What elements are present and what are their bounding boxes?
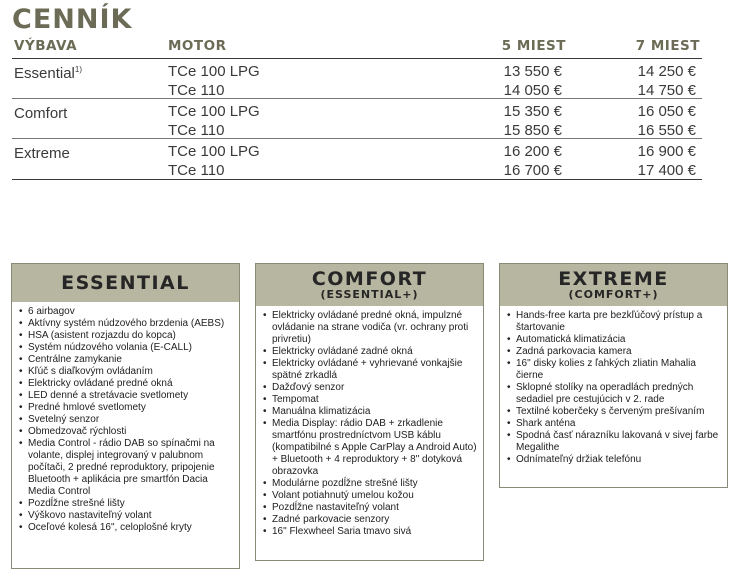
engine-name: TCe 110 — [168, 122, 225, 139]
feature-item: • 16" Flexwheel Saria tmavo sivá — [262, 526, 477, 538]
feature-item: • Oceľové kolesá 16", celoplošné kryty — [18, 522, 233, 534]
card-title: EXTREME — [558, 268, 669, 290]
feature-item: • Aktívny systém núdzového brzdenia (AEBS) — [18, 318, 233, 330]
price-7-seats: 14 250 € — [637, 63, 696, 80]
feature-item: • Dažďový senzor — [262, 382, 477, 394]
price-5-seats: 15 350 € — [503, 103, 562, 120]
card-header — [256, 264, 483, 306]
feature-item: • LED denné a stretávacie svetlomety — [18, 390, 233, 402]
feature-item: • Výškovo nastaviteľný volant — [18, 510, 233, 522]
feature-item: • Predné hmlové svetlomety — [18, 402, 233, 414]
feature-item: • 6 airbagov — [18, 306, 233, 318]
price-5-seats: 15 850 € — [503, 122, 562, 139]
price-7-seats: 14 750 € — [637, 82, 696, 99]
feature-item: • Centrálne zamykanie — [18, 354, 233, 366]
feature-item: • Kľúč s diaľkovým ovládaním — [18, 366, 233, 378]
trim-card-essential — [11, 263, 240, 569]
price-row — [12, 143, 702, 163]
trim-name: Comfort — [14, 105, 68, 122]
feature-item: • Pozdĺžne nastaviteľný volant — [262, 502, 477, 514]
feature-item: • Shark anténa — [506, 418, 721, 430]
feature-item: • Media Control - rádio DAB so spínačmi na volante, displej integrovaný v palubnom počítači, 2 predné reproduktory, pripojenie Bluetooth + aplikácia pre smartfón Dacia Media Control — [18, 438, 233, 498]
price-7-seats: 16 050 € — [637, 103, 696, 120]
price-row — [12, 63, 702, 83]
feature-item: • Tempomat — [262, 394, 477, 406]
engine-name: TCe 110 — [168, 162, 225, 179]
trim-name: Extreme — [14, 145, 70, 162]
card-title: ESSENTIAL — [61, 272, 190, 294]
feature-item: • Zadné parkovacie senzory — [262, 514, 477, 526]
column-header-engine: MOTOR — [168, 38, 227, 54]
price-5-seats: 14 050 € — [503, 82, 562, 99]
trim-name: Essential$^{1)}$ — [14, 65, 82, 82]
feature-item: • Modulárne pozdĺžne strešné lišty — [262, 478, 477, 490]
feature-item: • Systém núdzového volania (E-CALL) — [18, 342, 233, 354]
price-group-essential — [12, 59, 702, 99]
footnote-marker: 1) — [74, 65, 82, 74]
feature-item: • Elektricky ovládané predné okná, impulzné ovládanie na strane vodiča (vr. ochrany proti privretiu) — [262, 310, 477, 346]
price-5-seats: 16 700 € — [503, 162, 562, 179]
engine-name: TCe 100 LPG — [168, 103, 260, 120]
feature-item: • Spodná časť nárazníku lakovaná v sivej farbe Megalithe — [506, 430, 721, 454]
engine-name: TCe 100 LPG — [168, 63, 260, 80]
card-subtitle: (ESSENTIAL+) — [320, 288, 419, 301]
feature-item: • Pozdĺžne strešné lišty — [18, 498, 233, 510]
price-7-seats: 17 400 € — [637, 162, 696, 179]
feature-item: • Odnímateľný držiak telefónu — [506, 454, 721, 466]
feature-item: • Zadná parkovacia kamera — [506, 346, 721, 358]
page-title: CENNÍK — [12, 4, 133, 35]
column-header-equipment: VÝBAVA — [14, 38, 78, 54]
feature-item: • Svetelný senzor — [18, 414, 233, 426]
trim-card-extreme — [499, 263, 728, 488]
feature-item: • Manuálna klimatizácia — [262, 406, 477, 418]
feature-item: • Elektricky ovládané predné okná — [18, 378, 233, 390]
price-group-extreme — [12, 139, 702, 180]
card-subtitle: (COMFORT+) — [568, 288, 659, 301]
trim-card-comfort — [255, 263, 484, 561]
card-header — [500, 264, 727, 306]
feature-item: • 16" disky kolies z ľahkých zliatin Mahalia čierne — [506, 358, 721, 382]
feature-list — [256, 306, 483, 538]
price-group-comfort — [12, 99, 702, 139]
feature-item: • Textilné koberčeky s červeným prešívaním — [506, 406, 721, 418]
price-row — [12, 103, 702, 123]
price-5-seats: 13 550 € — [503, 63, 562, 80]
feature-item: • HSA (asistent rozjazdu do kopca) — [18, 330, 233, 342]
price-table — [12, 58, 702, 180]
price-row — [12, 162, 702, 182]
card-header — [12, 264, 239, 302]
price-7-seats: 16 550 € — [637, 122, 696, 139]
feature-item: • Elektricky ovládané + vyhrievané vonkajšie spätné zrkadlá — [262, 358, 477, 382]
feature-item: • Automatická klimatizácia — [506, 334, 721, 346]
column-header-5-seats: 5 MIEST — [501, 38, 566, 54]
engine-name: TCe 100 LPG — [168, 143, 260, 160]
feature-item: • Volant potiahnutý umelou kožou — [262, 490, 477, 502]
feature-list — [12, 302, 239, 534]
feature-item: • Obmedzovač rýchlosti — [18, 426, 233, 438]
price-5-seats: 16 200 € — [503, 143, 562, 160]
card-title: COMFORT — [311, 268, 428, 290]
price-7-seats: 16 900 € — [637, 143, 696, 160]
feature-item: • Sklopné stolíky na operadlách predných sedadiel pre cestujúcich v 2. rade — [506, 382, 721, 406]
engine-name: TCe 110 — [168, 82, 225, 99]
column-header-7-seats: 7 MIEST — [635, 38, 700, 54]
feature-item: • Elektricky ovládané zadné okná — [262, 346, 477, 358]
feature-list — [500, 306, 727, 466]
feature-item: • Media Display: rádio DAB + zrkadlenie smartfónu prostredníctvom USB káblu (kompatibilné s Apple CarPlay a Android Auto) + Bluetooth + 4 reproduktory + 8" dotyková obrazovka — [262, 418, 477, 478]
feature-item: • Hands-free karta pre bezkľúčový prístup a štartovanie — [506, 310, 721, 334]
